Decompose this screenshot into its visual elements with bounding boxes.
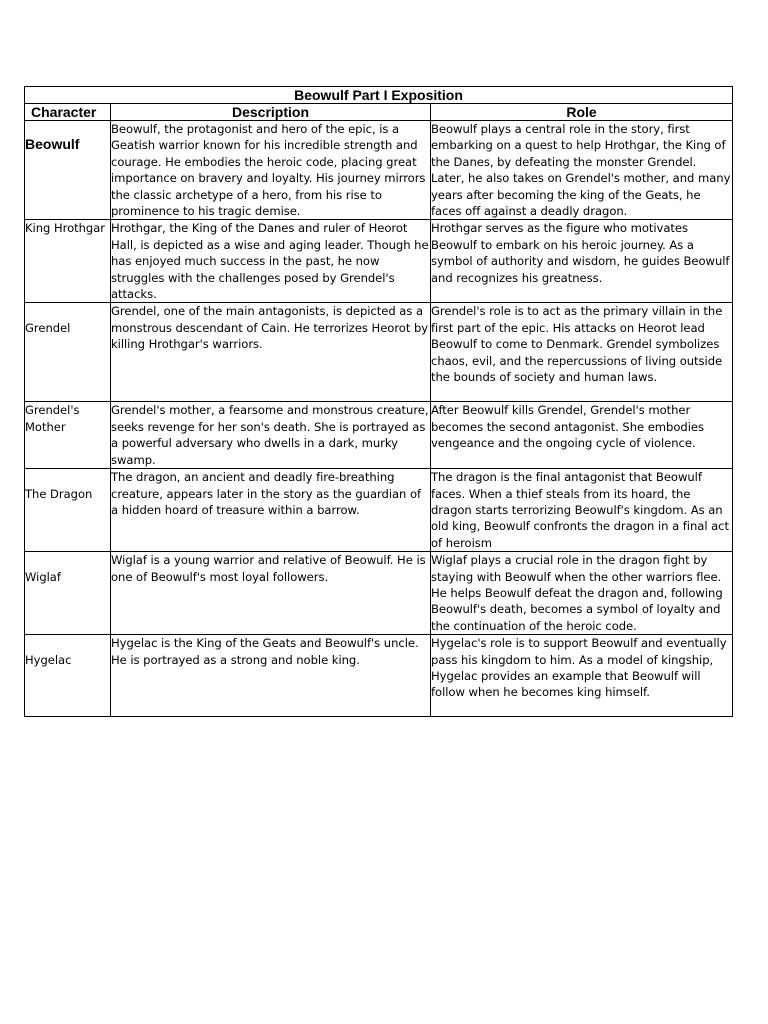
role-text: Beowulf plays a central role in the story, first embarking on a quest to help Hrothgar, the King of the Danes, by defeating the monster Grendel. Later, he also takes on Grendel's mother, and many years after becoming the king of the Geats, he faces off against a deadly dragon.: [431, 122, 731, 219]
header-description: Description: [111, 104, 431, 121]
description-text: Wiglaf is a young warrior and relative of Beowulf. He is one of Beowulf's most loyal followers.: [111, 553, 426, 584]
table-row: [25, 552, 733, 635]
role-text: Hrothgar serves as the figure who motivates Beowulf to embark on his heroic journey. As a symbol of authority and wisdom, he guides Beowulf and recognizes his greatness.: [431, 221, 730, 285]
table-row: [25, 635, 733, 717]
description-text: The dragon, an ancient and deadly fire-breathing creature, appears later in the story as the guardian of a hidden hoard of treasure within a barrow.: [111, 470, 422, 517]
character-role: [431, 121, 733, 220]
description-text: Grendel's mother, a fearsome and monstrous creature, seeks revenge for her son's death. She is portrayed as a powerful adversary who dwells in a dark, murky swamp.: [111, 403, 429, 467]
header-role: Role: [431, 104, 733, 121]
description-text: Hygelac is the King of the Geats and Beowulf's uncle. He is portrayed as a strong and noble king.: [111, 636, 419, 667]
description-text: Beowulf, the protagonist and hero of the epic, is a Geatish warrior known for his incredible strength and courage. He embodies the heroic code, placing great importance on bravery and loyalty. His journey mirrors the classic archetype of a hero, from his rise to prominence to his tragic demise.: [111, 122, 426, 219]
character-name: The Dragon: [25, 469, 111, 552]
header-character: Character: [25, 104, 111, 121]
header-row: [25, 104, 733, 121]
role-text: Wiglaf plays a crucial role in the dragon fight by staying with Beowulf when the other warriors flee. He helps Beowulf defeat the dragon and, following Beowulf's death, becomes a symbol of loyalty and the continuation of the heroic code.: [431, 553, 723, 633]
character-role: [431, 303, 733, 402]
character-role: [431, 402, 733, 469]
character-role: [431, 220, 733, 303]
character-role: [431, 552, 733, 635]
character-description: [111, 402, 431, 469]
character-name: Wiglaf: [25, 552, 111, 635]
table-row: [25, 402, 733, 469]
table-row: [25, 303, 733, 402]
title-row: [25, 87, 733, 104]
character-name: King Hrothgar: [25, 220, 111, 303]
table-row: [25, 220, 733, 303]
table-row: [25, 469, 733, 552]
character-description: [111, 635, 431, 717]
role-text: Hygelac's role is to support Beowulf and eventually pass his kingdom to him. As a model of kingship, Hygelac provides an example that Beowulf will follow when he becomes king himself.: [431, 636, 727, 700]
character-role: [431, 469, 733, 552]
character-description: [111, 220, 431, 303]
character-role: [431, 635, 733, 717]
description-text: Grendel, one of the main antagonists, is depicted as a monstrous descendant of Cain. He terrorizes Heorot by killing Hrothgar's warriors.: [111, 304, 429, 352]
character-description: [111, 303, 431, 402]
character-name: Grendel: [25, 303, 111, 402]
character-name: Hygelac: [25, 635, 111, 717]
character-table: [24, 86, 733, 717]
description-text: Hrothgar, the King of the Danes and ruler of Heorot Hall, is depicted as a wise and aging leader. Though he has enjoyed much success in the past, he now struggles with the challenges posed by Grendel's attacks.: [111, 221, 429, 302]
table-row: [25, 121, 733, 220]
character-name: Beowulf: [25, 121, 111, 220]
character-description: [111, 469, 431, 552]
role-text: After Beowulf kills Grendel, Grendel's mother becomes the second antagonist. She embodies vengeance and the ongoing cycle of violence.: [431, 403, 704, 451]
table-title: Beowulf Part I Exposition: [25, 87, 733, 104]
character-name: Grendel's Mother: [25, 402, 111, 469]
role-text: Grendel's role is to act as the primary villain in the first part of the epic. His attacks on Heorot lead Beowulf to come to Denmark. Grendel symbolizes chaos, evil, and the repercussions of living outside the bounds of society and human laws.: [431, 304, 723, 385]
character-description: [111, 552, 431, 635]
character-description: [111, 121, 431, 220]
role-text: The dragon is the final antagonist that Beowulf faces. When a thief steals from its hoard, the dragon starts terrorizing Beowulf's kingdom. As an old king, Beowulf confronts the dragon in a final act of heroism: [431, 470, 730, 550]
